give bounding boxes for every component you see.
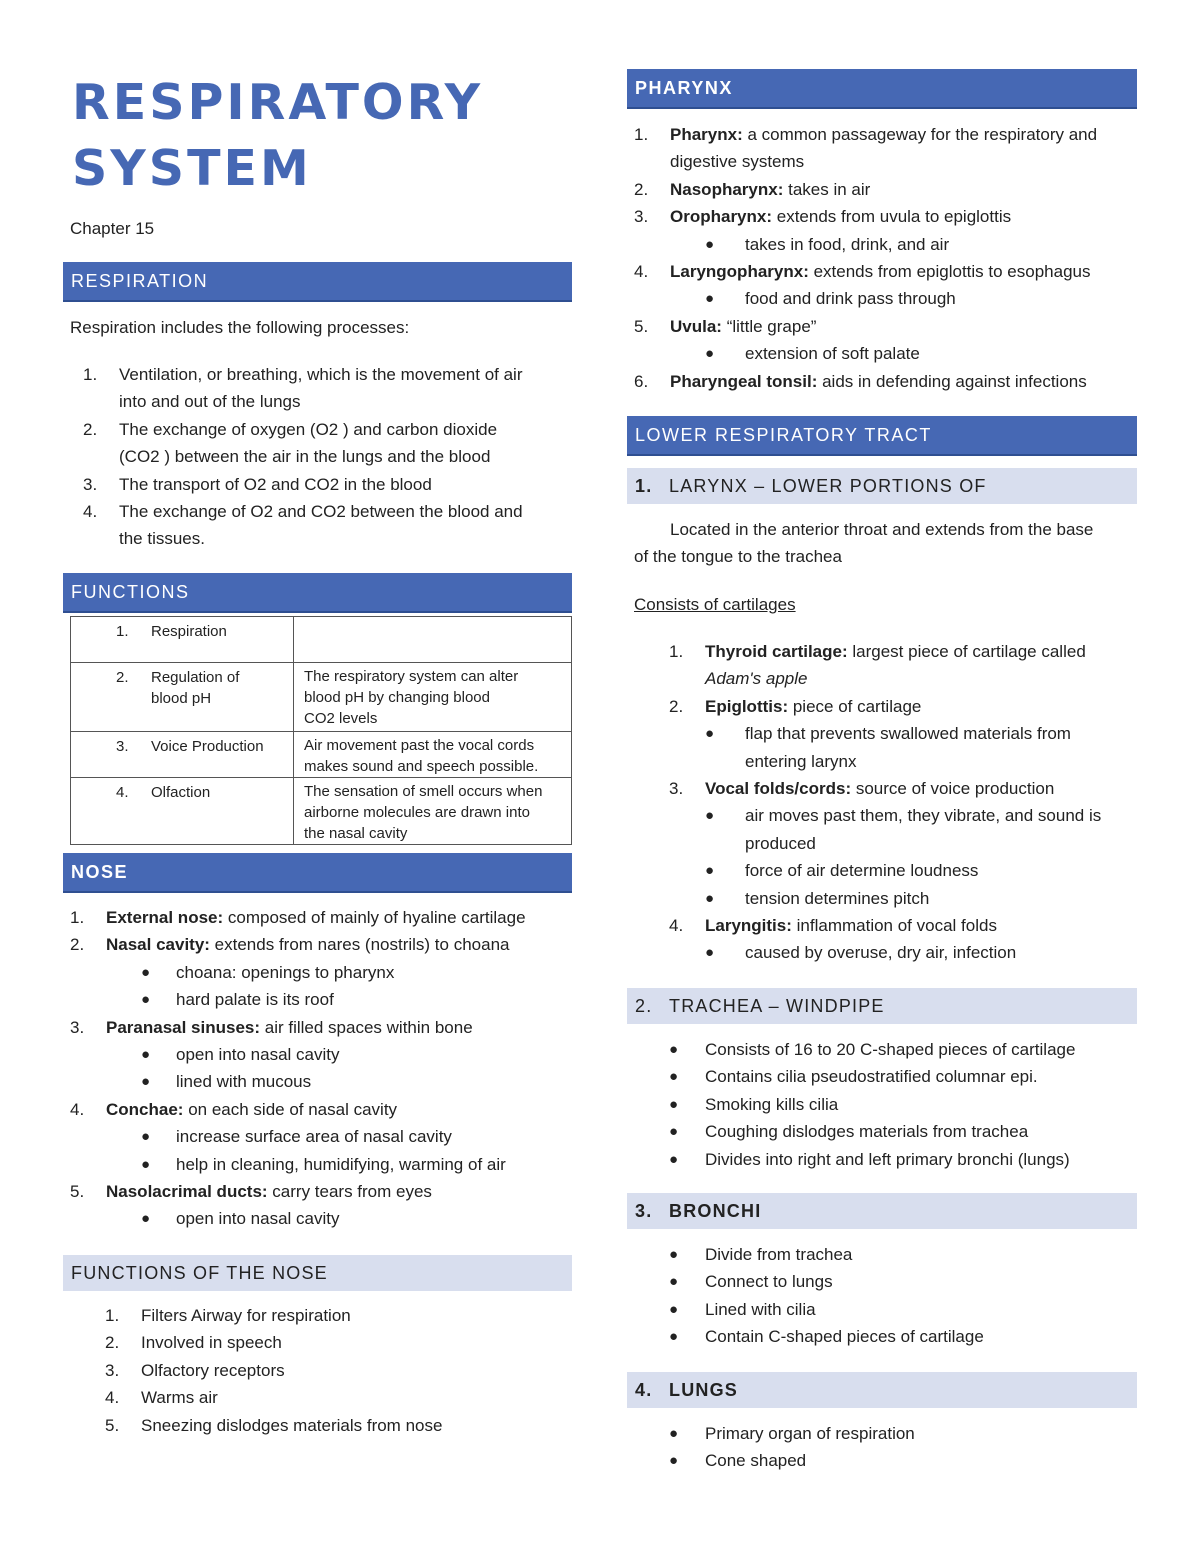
item-line [670, 176, 1137, 203]
nose-subitem [70, 1068, 572, 1095]
function-desc-line: Air movement past the vocal cords [304, 737, 535, 754]
bullet-item [669, 1063, 1137, 1090]
bullet-text: Contain C-shaped pieces of cartilage [705, 1327, 984, 1347]
respiration-item [83, 361, 572, 416]
list-number: 2. [634, 179, 649, 199]
subsection-header-trachea: 2. TRACHEA – WINDPIPE [627, 988, 1137, 1024]
larynx-desc-line1: Located in the anterior throat and extends from the base [670, 520, 1094, 539]
item-text: largest piece of cartilage called [847, 642, 1086, 661]
subitem-text: lined with mucous [176, 1072, 312, 1092]
larynx-list [669, 638, 1137, 967]
function-name-cell [71, 617, 294, 663]
item-line [705, 693, 1137, 720]
subitem-text: help in cleaning, humidifying, warming of air [176, 1154, 506, 1174]
item-line [106, 1178, 572, 1205]
bullet-item [669, 1420, 1137, 1447]
item-text-line: The exchange of O2 and CO2 between the blood and [119, 502, 523, 522]
nose_functions-item [105, 1412, 565, 1439]
item-text: “little grape” [721, 316, 817, 336]
list-number: 5. [634, 316, 649, 336]
list-number: 4. [105, 1388, 120, 1408]
subitem-text: entering larynx [745, 751, 857, 771]
nose-item [70, 1178, 572, 1205]
item-text: extends from epiglottis to esophagus [808, 262, 1091, 282]
trachea-list [669, 1036, 1137, 1173]
bullet-text: Primary organ of respiration [705, 1424, 915, 1443]
function-name [71, 732, 293, 757]
bullet-item [669, 1323, 1137, 1350]
function-desc-cell [294, 663, 572, 732]
function-name-line: Respiration [151, 623, 227, 640]
item-text-line: into and out of the lungs [119, 392, 301, 412]
bullet-text: Consists of 16 to 20 C-shaped pieces of cartilage [705, 1040, 1076, 1059]
bullet-icon: ● [669, 1068, 679, 1086]
list-number: 4. [70, 1099, 85, 1119]
item-text: Sneezing dislodges materials from nose [141, 1415, 443, 1435]
bullet-icon: ● [669, 1300, 679, 1318]
list-number: 2. [669, 696, 684, 716]
bullet-item [669, 1296, 1137, 1323]
function-desc-line: makes sound and speech possible. [304, 758, 539, 775]
bullet-icon: ● [705, 235, 715, 253]
bullet-item [669, 1036, 1137, 1063]
list-number: 2. [83, 419, 98, 439]
respiration-intro: Respiration includes the following processes: [70, 318, 410, 337]
function-number: 4. [116, 784, 129, 801]
bullet-text: Contains cilia pseudostratified columnar epi. [705, 1067, 1038, 1087]
bullet-icon: ● [705, 862, 715, 880]
subitem-text: extension of soft palate [745, 344, 920, 364]
bullet-icon: ● [141, 1155, 151, 1173]
subitem-text: open into nasal cavity [176, 1209, 340, 1229]
pharynx-item [634, 313, 1137, 340]
bullet-icon: ● [669, 1150, 679, 1168]
lower.larynx-subitem [669, 720, 1137, 775]
pharynx-subitem [634, 340, 1137, 367]
subitem-text: caused by overuse, dry air, infection [745, 943, 1017, 963]
bullet-item [669, 1091, 1137, 1118]
item-text: inflammation of vocal folds [791, 916, 997, 936]
bullet-icon: ● [141, 1046, 151, 1064]
bullet-icon: ● [669, 1452, 679, 1470]
pharynx-item [634, 258, 1137, 285]
item-line [141, 1329, 565, 1356]
bullet-icon: ● [669, 1095, 679, 1113]
item-text-line: Ventilation, or breathing, which is the movement of air [119, 365, 523, 384]
pharynx-item [634, 368, 1137, 395]
item-term: Pharyngeal tonsil: [670, 371, 818, 391]
bullet-icon: ● [705, 944, 715, 962]
item-term: Nasal cavity: [106, 935, 210, 955]
bullet-icon: ● [141, 1210, 151, 1228]
function-name-text [151, 621, 227, 642]
lower.larynx-subitem [669, 885, 1137, 912]
item-term: Epiglottis: [705, 696, 789, 716]
lower.larynx-item [669, 775, 1137, 802]
item-text: piece of cartilage [788, 696, 922, 716]
function-desc-line: The sensation of smell occurs when [304, 783, 543, 800]
nose-list [70, 904, 572, 1233]
bullet-icon: ● [141, 1128, 151, 1146]
subitem-text: choana: openings to pharynx [176, 962, 395, 982]
bullet-item [669, 1241, 1137, 1268]
nose-item [70, 904, 572, 931]
item-line [705, 912, 1137, 939]
item-text-line: the tissues. [119, 529, 205, 549]
item-line [141, 1357, 565, 1384]
item-line [670, 313, 1137, 340]
item-term: External nose: [106, 908, 224, 927]
item-term: Uvula: [670, 316, 722, 336]
function-name-line: Regulation of [151, 669, 240, 686]
item-text: on each side of nasal cavity [183, 1099, 398, 1119]
bullet-text: Smoking kills cilia [705, 1094, 839, 1114]
item-text: a common passageway for the respiratory and [742, 125, 1098, 144]
item-term: Nasolacrimal ducts: [106, 1182, 268, 1202]
bullet-icon: ● [669, 1246, 679, 1263]
subitem-text: hard palate is its roof [176, 990, 334, 1010]
bullet-icon: ● [705, 290, 715, 308]
item-text: air filled spaces within bone [260, 1017, 473, 1037]
nose_functions-item [105, 1384, 565, 1411]
bullet-text: Lined with cilia [705, 1299, 816, 1319]
larynx-consists-label: Consists of cartilages [634, 595, 796, 614]
item-line [141, 1384, 565, 1411]
section-header-respiration: RESPIRATION [63, 262, 572, 302]
bullet-item [669, 1118, 1137, 1145]
bullet-icon: ● [705, 345, 715, 363]
page-title-line2: SYSTEM [72, 140, 312, 197]
list-number: 3. [634, 207, 649, 227]
item-line [141, 1302, 565, 1329]
function-desc-line: CO2 levels [304, 710, 378, 727]
lower.larynx-item [669, 693, 1137, 720]
subitem-text: force of air determine loudness [745, 861, 979, 881]
item-text: Involved in speech [141, 1333, 282, 1353]
function-desc [294, 732, 571, 777]
nose-item [70, 1096, 572, 1123]
subitem-text: food and drink pass through [745, 289, 956, 309]
function-number: 1. [116, 623, 129, 640]
list-number: 6. [634, 371, 649, 391]
respiration-item [83, 416, 572, 471]
subitem-text: air moves past them, they vibrate, and sound is [745, 806, 1102, 826]
bullet-icon: ● [141, 1073, 151, 1091]
function-desc-cell [294, 732, 572, 778]
bullet-text: Coughing dislodges materials from trachea [705, 1122, 1029, 1142]
list-number: 3. [70, 1017, 85, 1037]
pharynx-item [634, 121, 1137, 176]
bullet-icon: ● [669, 1273, 679, 1291]
section-header-lower-tract: LOWER RESPIRATORY TRACT [627, 416, 1137, 456]
item-line [705, 775, 1137, 802]
list-number: 2. [105, 1333, 120, 1353]
function-name-cell [71, 778, 294, 845]
item-text: source of voice production [851, 779, 1055, 799]
list-number: 3. [669, 779, 684, 799]
item-text-line: The exchange of oxygen (O2 ) and carbon dioxide [119, 419, 498, 439]
bullet-item [669, 1146, 1137, 1173]
lower.larynx-item [669, 638, 1137, 693]
pharynx-subitem [634, 231, 1137, 258]
subitem-text: increase surface area of nasal cavity [176, 1127, 452, 1147]
bullet-text: Cone shaped [705, 1451, 807, 1471]
item-text: Olfactory receptors [141, 1360, 285, 1380]
nose-subitem [70, 1151, 572, 1178]
item-text: takes in air [783, 179, 871, 199]
item-term: Laryngopharynx: [670, 262, 809, 282]
item-text: extends from uvula to epiglottis [772, 207, 1012, 227]
subitem-text: tension determines pitch [745, 888, 930, 908]
section-header-functions: FUNCTIONS [63, 573, 572, 613]
function-number: 2. [116, 669, 129, 686]
function-name [71, 663, 293, 709]
bullet-icon: ● [705, 807, 715, 825]
item-term: Laryngitis: [705, 916, 792, 936]
respiration-item [83, 498, 572, 553]
subsection-header-bronchi: 3. BRONCHI [627, 1193, 1137, 1229]
function-desc [294, 778, 571, 844]
list-number: 1. [83, 365, 98, 384]
bullet-icon: ● [669, 1123, 679, 1141]
subitem-text: takes in food, drink, and air [745, 234, 950, 254]
lower.larynx-item [669, 912, 1137, 939]
section-header-nose: NOSE [63, 853, 572, 893]
nose-subitem [70, 1205, 572, 1232]
item-text: aids in defending against infections [817, 371, 1087, 391]
bullet-icon: ● [705, 725, 715, 743]
list-number: 5. [105, 1415, 120, 1435]
item-text: Warms air [141, 1388, 218, 1408]
list-number: 3. [83, 474, 98, 494]
item-continuation: digestive systems [670, 152, 805, 172]
function-desc-cell [294, 617, 572, 663]
table-row [71, 663, 572, 732]
table-row [71, 778, 572, 845]
list-number: 4. [669, 916, 684, 936]
bullet-text: Connect to lungs [705, 1272, 833, 1292]
item-term: Vocal folds/cords: [705, 779, 852, 799]
function-number: 3. [116, 738, 129, 755]
list-number: 1. [105, 1306, 120, 1325]
function-name-text [151, 782, 210, 803]
lungs-list [669, 1420, 1137, 1475]
item-line [106, 1096, 572, 1123]
pharynx-item [634, 176, 1137, 203]
bullet-icon: ● [141, 963, 151, 981]
item-line [670, 258, 1137, 285]
page-title-line1: RESPIRATORY [72, 74, 484, 131]
table-row [71, 617, 572, 663]
nose-subitem [70, 1123, 572, 1150]
bullet-text: Divide from trachea [705, 1245, 853, 1264]
nose-item [70, 931, 572, 958]
item-term: Paranasal sinuses: [106, 1017, 261, 1037]
nose-subitem [70, 1041, 572, 1068]
item-line [670, 121, 1137, 148]
function-name [71, 617, 293, 642]
chapter-label: Chapter 15 [70, 219, 155, 238]
item-line [106, 904, 572, 931]
bullet-text: Divides into right and left primary bronchi (lungs) [705, 1149, 1070, 1169]
subsection-header-larynx: 1. LARYNX – LOWER PORTIONS OF [627, 468, 1137, 504]
list-number: 1. [634, 125, 649, 144]
item-term: Thyroid cartilage: [705, 642, 848, 661]
function-desc-line: the nasal cavity [304, 825, 408, 842]
list-number: 5. [70, 1182, 85, 1202]
function-desc-line: blood pH by changing blood [304, 689, 490, 706]
subitem-text: open into nasal cavity [176, 1045, 340, 1065]
item-line [670, 368, 1137, 395]
lower.larynx-subitem [669, 802, 1137, 857]
function-desc-line: The respiratory system can alter [304, 668, 519, 685]
bullet-item [669, 1268, 1137, 1295]
item-line [705, 638, 1137, 665]
item-term: Oropharynx: [670, 207, 773, 227]
respiration-item [83, 471, 572, 498]
function-name-cell [71, 732, 294, 778]
subitem-text: produced [745, 833, 816, 853]
pharynx-list [634, 121, 1137, 395]
item-line [106, 1014, 572, 1041]
function-name [71, 778, 293, 803]
item-text-line: (CO2 ) between the air in the lungs and the blood [119, 447, 491, 467]
section-header-pharynx: PHARYNX [627, 69, 1137, 109]
function-name-line: Voice Production [151, 738, 264, 755]
item-term: Nasopharynx: [670, 179, 784, 199]
nose_functions-item [105, 1329, 565, 1356]
lower.larynx-subitem [669, 939, 1137, 966]
bronchi-list [669, 1241, 1137, 1351]
item-text: extends from nares (nostrils) to choana [209, 935, 510, 955]
item-text: Filters Airway for respiration [141, 1306, 351, 1325]
pharynx-subitem [634, 285, 1137, 312]
nose-subitem [70, 959, 572, 986]
nose_functions-item [105, 1357, 565, 1384]
bullet-icon: ● [141, 991, 151, 1009]
list-number: 1. [70, 908, 85, 927]
function-name-text [151, 736, 264, 757]
larynx-desc-line2: of the tongue to the trachea [634, 547, 842, 566]
list-number: 1. [669, 642, 684, 661]
nose-item [70, 1014, 572, 1041]
functions-table [70, 616, 572, 845]
item-continuation: Adam's apple [705, 669, 808, 689]
item-term: Conchae: [106, 1099, 184, 1119]
item-text: carry tears from eyes [267, 1182, 432, 1202]
function-desc-cell [294, 778, 572, 845]
subsection-header-lungs: 4. LUNGS [627, 1372, 1137, 1408]
function-name-line: blood pH [151, 690, 212, 707]
table-row [71, 732, 572, 778]
subitem-text: flap that prevents swallowed materials from [745, 724, 1071, 744]
lower.larynx-subitem [669, 857, 1137, 884]
nose-subitem [70, 986, 572, 1013]
item-text-line: The transport of O2 and CO2 in the blood [119, 474, 432, 494]
respiration-list [83, 361, 572, 553]
function-name-text [151, 667, 239, 709]
function-name-cell [71, 663, 294, 732]
item-text: composed of mainly of hyaline cartilage [223, 908, 526, 927]
item-line [670, 203, 1137, 230]
function-desc [294, 663, 571, 729]
nose-functions-list [105, 1302, 565, 1439]
pharynx-item [634, 203, 1137, 230]
bullet-icon: ● [705, 889, 715, 907]
list-number: 2. [70, 935, 85, 955]
list-number: 4. [83, 502, 98, 522]
bullet-icon: ● [669, 1425, 679, 1442]
function-name-line: Olfaction [151, 784, 211, 801]
item-term: Pharynx: [670, 125, 743, 144]
list-number: 3. [105, 1360, 120, 1380]
bullet-item [669, 1447, 1137, 1474]
item-line [141, 1412, 565, 1439]
bullet-icon: ● [669, 1041, 679, 1058]
item-line [106, 931, 572, 958]
section-header-nose-functions: FUNCTIONS OF THE NOSE [63, 1255, 572, 1291]
bullet-icon: ● [669, 1328, 679, 1346]
function-desc-line: airborne molecules are drawn into [304, 804, 530, 821]
function-desc [294, 617, 571, 620]
list-number: 4. [634, 262, 649, 282]
nose_functions-item [105, 1302, 565, 1329]
